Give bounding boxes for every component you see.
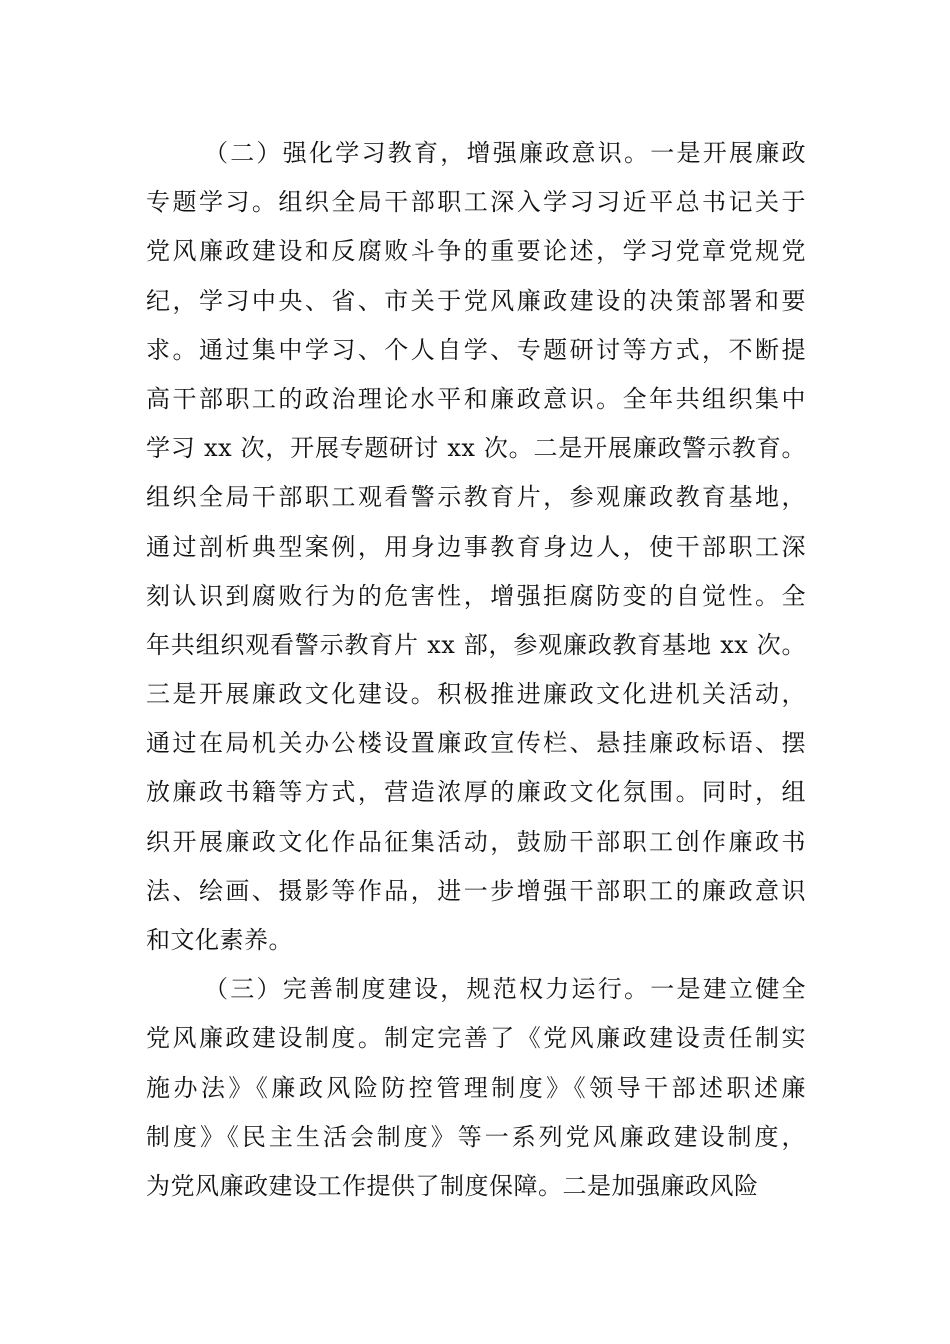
text-line: 放廉政书籍等方式，营造浓厚的廉政文化氛围。同时，组: [146, 778, 806, 807]
text-line: 施办法》《廉政风险防控管理制度》《领导干部述职述廉: [146, 1073, 806, 1102]
text-line: 通过在局机关办公楼设置廉政宣传栏、悬挂廉政标语、摆: [146, 729, 806, 758]
text-line: （三）完善制度建设，规范权力运行。一是建立健全: [204, 975, 806, 1004]
text-line: 织开展廉政文化作品征集活动，鼓励干部职工创作廉政书: [146, 827, 806, 856]
text-line: 年共组织观看警示教育片 xx 部，参观廉政教育基地 xx 次。: [146, 630, 806, 659]
text-line: 求。通过集中学习、个人自学、专题研讨等方式，不断提: [146, 335, 806, 364]
text-line: 刻认识到腐败行为的危害性，增强拒腐防变的自觉性。全: [146, 581, 806, 610]
body-text: [146, 129, 806, 1211]
text-line: （二）强化学习教育，增强廉政意识。一是开展廉政: [204, 139, 806, 167]
text-line: 高干部职工的政治理论水平和廉政意识。全年共组织集中: [146, 384, 806, 413]
paragraph: [146, 965, 806, 1211]
text-line: 纪，学习中央、省、市关于党风廉政建设的决策部署和要: [146, 286, 806, 315]
text-line: 通过剖析典型案例，用身边事教育身边人，使干部职工深: [146, 532, 806, 561]
text-line: 和文化素养。: [146, 926, 293, 954]
text-line: 组织全局干部职工观看警示教育片，参观廉政教育基地，: [146, 483, 806, 512]
text-line: 专题学习。组织全局干部职工深入学习习近平总书记关于: [146, 188, 806, 217]
text-line: 党风廉政建设制度。制定完善了《党风廉政建设责任制实: [146, 1024, 806, 1053]
text-line: 法、绘画、摄影等作品，进一步增强干部职工的廉政意识: [146, 876, 806, 905]
text-line: 三是开展廉政文化建设。积极推进廉政文化进机关活动，: [146, 680, 806, 709]
paragraph: [146, 129, 806, 965]
text-line: 制度》《民主生活会制度》等一系列党风廉政建设制度，: [146, 1122, 806, 1151]
text-line: 为党风廉政建设工作提供了制度保障。二是加强廉政风险: [146, 1171, 759, 1200]
text-line: 学习 xx 次，开展专题研讨 xx 次。二是开展廉政警示教育。: [146, 434, 806, 463]
text-line: 党风廉政建设和反腐败斗争的重要论述，学习党章党规党: [146, 237, 806, 266]
